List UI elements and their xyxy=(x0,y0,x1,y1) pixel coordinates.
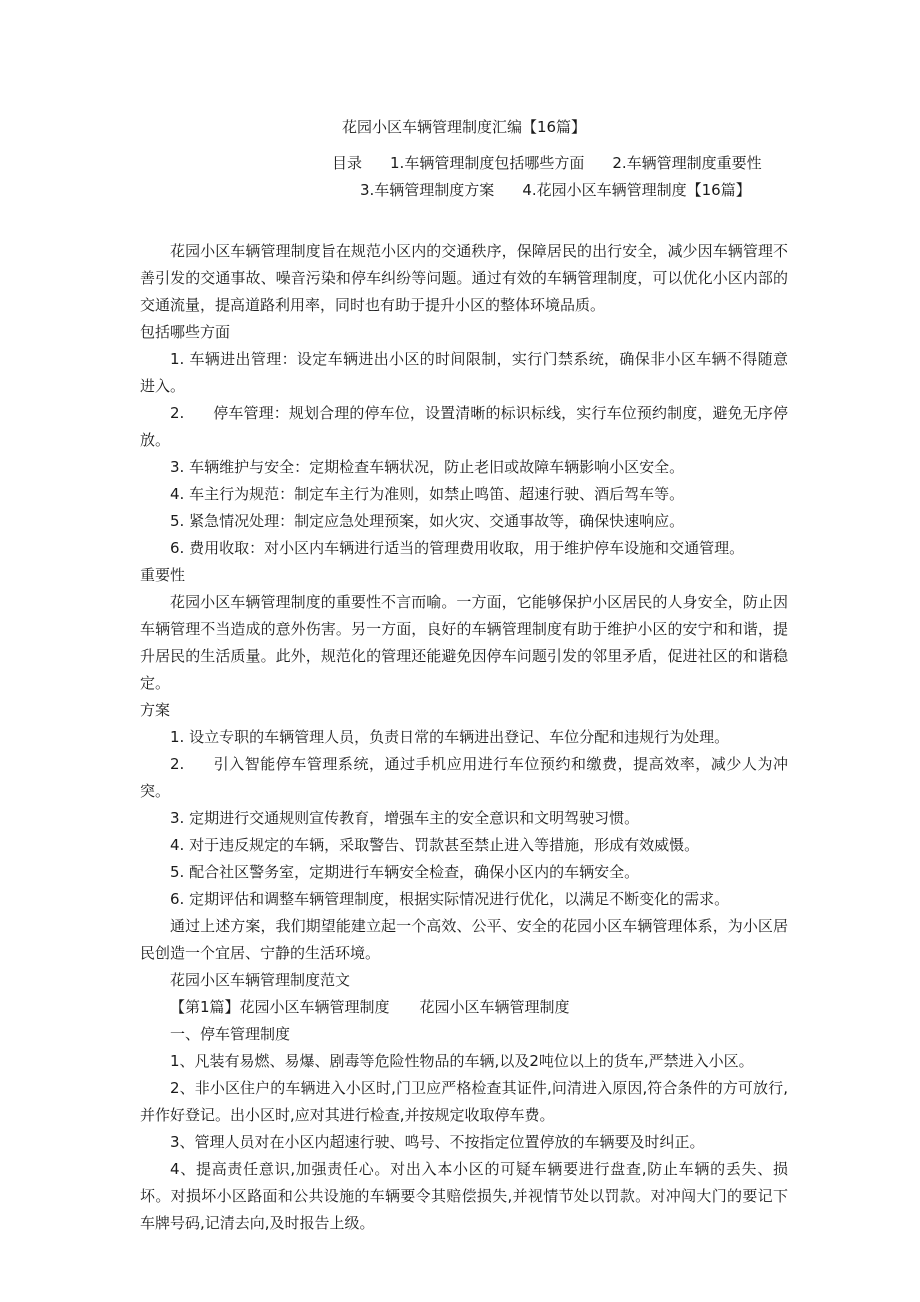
item-number: 2. xyxy=(170,755,185,773)
section-heading: 方案 xyxy=(140,701,171,719)
item-text: 定期进行交通规则宣传教育，增强车主的安全意识和文明驾驶习惯。 xyxy=(189,809,640,827)
item-text: 车辆维护与安全：定期检查车辆状况，防止老旧或故障车辆影响小区安全。 xyxy=(189,458,685,476)
list-item xyxy=(140,508,788,535)
item-text: 车辆进出管理：设定车辆进出小区的时间限制，实行门禁系统，确保非小区车辆不得随意进入。 xyxy=(140,350,788,395)
list-item xyxy=(140,535,788,562)
item-number: 4. xyxy=(170,836,185,854)
item-number: 1. xyxy=(170,350,185,368)
item-text: 对于违反规定的车辆，采取警告、罚款甚至禁止进入等措施，形成有效威慑。 xyxy=(189,836,700,854)
toc-item[interactable]: 2.车辆管理制度重要性 xyxy=(612,154,762,172)
table-of-contents xyxy=(140,150,788,204)
list-item xyxy=(140,805,788,832)
item-number: 2. xyxy=(170,404,185,422)
item-number: 5. xyxy=(170,863,185,881)
section-heading: 包括哪些方面 xyxy=(140,323,231,341)
list-item xyxy=(140,481,788,508)
item-text: 停车管理：规划合理的停车位，设置清晰的标识标线，实行车位预约制度，避免无序停放。 xyxy=(140,404,788,449)
item-number: 4. xyxy=(170,485,185,503)
article-title: 【第1篇】花园小区车辆管理制度 xyxy=(170,998,390,1016)
toc-item[interactable]: 1.车辆管理制度包括哪些方面 xyxy=(390,154,585,172)
toc-line xyxy=(140,150,788,204)
item-number: 3. xyxy=(170,458,185,476)
item-number: 5. xyxy=(170,512,185,530)
list-item xyxy=(140,724,788,751)
sample-heading: 花园小区车辆管理制度范文 xyxy=(170,971,351,989)
document-body xyxy=(140,238,788,1237)
rule-paragraph: 4、提高责任意识,加强责任心。对出入本小区的可疑车辆要进行盘查,防止车辆的丢失、损坏。对损坏小区路面和公共设施的车辆要令其赔偿损失,并视情节处以罚款。对冲闯大门的要记下车牌号码,记清去向,及时报告上级。 xyxy=(140,1160,788,1232)
intro-paragraph: 花园小区车辆管理制度旨在规范小区内的交通秩序，保障居民的出行安全，减少因车辆管理不善引发的交通事故、噪音污染和停车纠纷等问题。通过有效的车辆管理制度，可以优化小区内部的交通流量，提高道路利用率，同时也有助于提升小区的整体环境品质。 xyxy=(140,242,788,314)
rule-paragraph: 1、凡装有易燃、易爆、剧毒等危险性物品的车辆,以及2吨位以上的货车,严禁进入小区。 xyxy=(170,1052,754,1070)
item-text: 设立专职的车辆管理人员，负责日常的车辆进出登记、车位分配和违规行为处理。 xyxy=(189,728,730,746)
item-text: 车主行为规范：制定车主行为准则，如禁止鸣笛、超速行驶、酒后驾车等。 xyxy=(189,485,685,503)
article-subtitle: 花园小区车辆管理制度 xyxy=(419,998,570,1016)
item-text: 配合社区警务室，定期进行车辆安全检查，确保小区内的车辆安全。 xyxy=(189,863,640,881)
article-title-line xyxy=(140,994,788,1021)
list-item xyxy=(140,454,788,481)
item-text: 紧急情况处理：制定应急处理预案，如火灾、交通事故等，确保快速响应。 xyxy=(189,512,685,530)
rule-paragraph: 3、管理人员对在小区内超速行驶、鸣号、不按指定位置停放的车辆要及时纠正。 xyxy=(170,1133,705,1151)
toc-label: 目录 xyxy=(332,154,363,172)
conclusion-paragraph: 通过上述方案，我们期望能建立起一个高效、公平、安全的花园小区车辆管理体系，为小区居民创造一个宜居、宁静的生活环境。 xyxy=(140,917,788,962)
sub-heading: 一、停车管理制度 xyxy=(170,1025,291,1043)
toc-item[interactable]: 3.车辆管理制度方案 xyxy=(360,181,495,199)
item-number: 3. xyxy=(170,809,185,827)
list-item xyxy=(140,832,788,859)
toc-item[interactable]: 4.花园小区车辆管理制度【16篇】 xyxy=(522,181,751,199)
list-item xyxy=(140,400,788,454)
item-text: 引入智能停车管理系统，通过手机应用进行车位预约和缴费，提高效率，减少人为冲突。 xyxy=(140,755,788,800)
section-heading: 重要性 xyxy=(140,566,186,584)
item-number: 6. xyxy=(170,890,185,908)
item-number: 6. xyxy=(170,539,185,557)
rule-paragraph: 2、非小区住户的车辆进入小区时,门卫应严格检查其证件,问清进入原因,符合条件的方可放行,并作好登记。出小区时,应对其进行检查,并按规定收取停车费。 xyxy=(140,1079,788,1124)
list-item xyxy=(140,751,788,805)
document-title: 花园小区车辆管理制度汇编【16篇】 xyxy=(341,118,587,136)
list-item xyxy=(140,859,788,886)
document-page xyxy=(140,112,788,1237)
list-item xyxy=(140,886,788,913)
importance-paragraph: 花园小区车辆管理制度的重要性不言而喻。一方面，它能够保护小区居民的人身安全，防止因车辆管理不当造成的意外伤害。另一方面，良好的车辆管理制度有助于维护小区的安宁和和谐，提升居民的生活质量。此外，规范化的管理还能避免因停车问题引发的邻里矛盾，促进社区的和谐稳定。 xyxy=(140,593,788,692)
item-number: 1. xyxy=(170,728,185,746)
item-text: 费用收取：对小区内车辆进行适当的管理费用收取，用于维护停车设施和交通管理。 xyxy=(189,539,745,557)
item-text: 定期评估和调整车辆管理制度，根据实际情况进行优化，以满足不断变化的需求。 xyxy=(189,890,730,908)
list-item xyxy=(140,346,788,400)
